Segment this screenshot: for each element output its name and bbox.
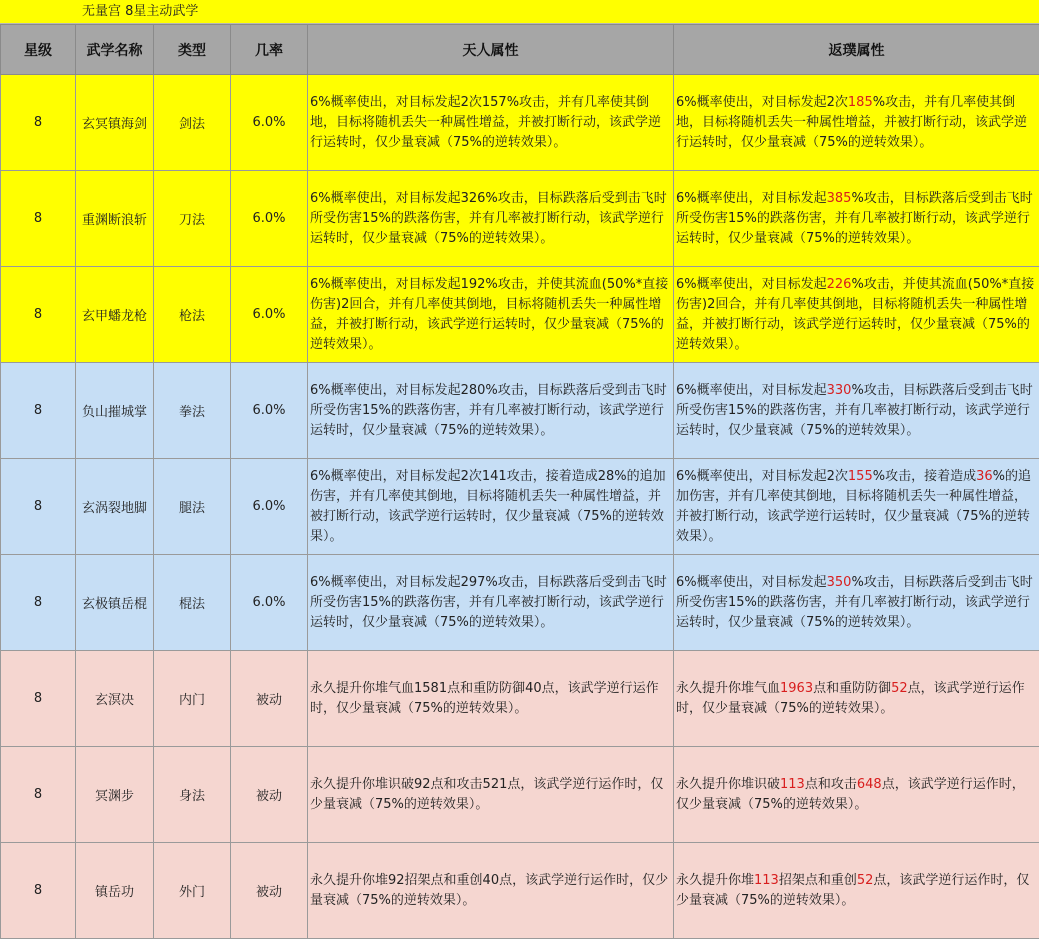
header-rate[interactable]: 几率 (231, 25, 308, 75)
cell-type[interactable]: 枪法 (154, 267, 231, 363)
cell-name[interactable]: 负山摧城掌 (76, 363, 154, 459)
cell-rate[interactable]: 被动 (231, 747, 308, 843)
cell-rate[interactable]: 被动 (231, 843, 308, 939)
text-segment: 点和重防防御 (813, 680, 892, 696)
highlight-value: 155 (847, 468, 873, 484)
table-row (1, 459, 1039, 555)
text-segment: 6%概率使出，对目标发起 (676, 190, 827, 206)
cell-name[interactable]: 玄甲蟠龙枪 (76, 267, 154, 363)
cell-tianren[interactable]: 永久提升你堆气血1581点和重防防御40点，该武学逆行运作时，仅少量衰减（75%的逆转效果）。 (308, 651, 674, 747)
text-segment: %攻击，目标跌落后受到击飞时所受伤害15%的跌落伤害，并有几率被打断行动，该武学逆行运转时，仅少量衰减（75%的逆转效果）。 (676, 190, 1033, 246)
cell-rate[interactable]: 6.0% (231, 459, 308, 555)
table-row (1, 747, 1039, 843)
table-row (1, 75, 1039, 171)
header-fanpu[interactable]: 返璞属性 (674, 25, 1039, 75)
table-row (1, 171, 1039, 267)
highlight-value: 226 (826, 276, 852, 292)
cell-name[interactable]: 镇岳功 (76, 843, 154, 939)
text-segment: 永久提升你堆 (676, 872, 755, 888)
table-row (1, 843, 1039, 939)
cell-type[interactable]: 刀法 (154, 171, 231, 267)
cell-fanpu[interactable] (674, 363, 1039, 459)
cell-type[interactable]: 腿法 (154, 459, 231, 555)
sheet-caption-row (0, 0, 1039, 24)
cell-fanpu[interactable] (674, 555, 1039, 651)
cell-type[interactable]: 内门 (154, 651, 231, 747)
highlight-value: 185 (847, 94, 873, 110)
cell-tianren[interactable]: 6%概率使出，对目标发起2次141攻击，接着造成28%的追加伤害，并有几率使其倒地，目标将随机丢失一种属性增益，并被打断行动，该武学逆行运转时，仅少量衰减（75%的逆转效果）。 (308, 459, 674, 555)
cell-type[interactable]: 拳法 (154, 363, 231, 459)
highlight-value: 113 (754, 872, 779, 888)
cell-star[interactable]: 8 (1, 555, 76, 651)
cell-star[interactable]: 8 (1, 843, 76, 939)
highlight-value: 350 (826, 574, 852, 590)
header-type[interactable]: 类型 (154, 25, 231, 75)
header-name[interactable]: 武学名称 (76, 25, 154, 75)
cell-name[interactable]: 玄冥镇海剑 (76, 75, 154, 171)
text-segment: %的追加伤害，并有几率使其倒地，目标将随机丢失一种属性增益，并被打断行动，该武学逆行运转时，仅少量衰减（75%的逆转效果）。 (676, 468, 1031, 544)
text-segment: 招架点和重创 (778, 872, 857, 888)
cell-name[interactable]: 重渊断浪斩 (76, 171, 154, 267)
cell-star[interactable]: 8 (1, 75, 76, 171)
cell-tianren[interactable]: 6%概率使出，对目标发起2次157%攻击，并有几率使其倒地，目标将随机丢失一种属性增益，并被打断行动，该武学逆行运转时，仅少量衰减（75%的逆转效果）。 (308, 75, 674, 171)
text-segment: 永久提升你堆气血 (676, 680, 781, 696)
highlight-value: 648 (856, 776, 882, 792)
cell-star[interactable]: 8 (1, 363, 76, 459)
header-tianren[interactable]: 天人属性 (308, 25, 674, 75)
cell-rate[interactable]: 6.0% (231, 363, 308, 459)
cell-fanpu[interactable] (674, 651, 1039, 747)
highlight-value: 1963 (780, 680, 814, 696)
martial-arts-table (0, 24, 1039, 939)
cell-type[interactable]: 身法 (154, 747, 231, 843)
cell-tianren[interactable]: 永久提升你堆92招架点和重创40点，该武学逆行运作时，仅少量衰减（75%的逆转效果）。 (308, 843, 674, 939)
cell-type[interactable]: 外门 (154, 843, 231, 939)
text-segment: %攻击，并有几率使其倒地，目标将随机丢失一种属性增益，并被打断行动，该武学逆行运转时，仅少量衰减（75%的逆转效果）。 (676, 94, 1028, 150)
text-segment: 点，该武学逆行运作时，仅少量衰减（75%的逆转效果）。 (676, 872, 1030, 908)
cell-star[interactable]: 8 (1, 171, 76, 267)
cell-type[interactable]: 棍法 (154, 555, 231, 651)
table-body (1, 75, 1039, 939)
text-segment: 永久提升你堆识破 (676, 776, 781, 792)
cell-star[interactable]: 8 (1, 459, 76, 555)
text-segment: 6%概率使出，对目标发起2次 (676, 94, 848, 110)
highlight-value: 52 (856, 872, 874, 888)
cell-rate[interactable]: 6.0% (231, 171, 308, 267)
cell-star[interactable]: 8 (1, 267, 76, 363)
cell-fanpu[interactable] (674, 747, 1039, 843)
cell-star[interactable]: 8 (1, 651, 76, 747)
cell-name[interactable]: 玄极镇岳棍 (76, 555, 154, 651)
cell-fanpu[interactable] (674, 459, 1039, 555)
cell-star[interactable]: 8 (1, 747, 76, 843)
text-segment: %攻击，目标跌落后受到击飞时所受伤害15%的跌落伤害，并有几率被打断行动，该武学逆行运转时，仅少量衰减（75%的逆转效果）。 (676, 574, 1033, 630)
cell-name[interactable]: 冥渊步 (76, 747, 154, 843)
cell-fanpu[interactable] (674, 843, 1039, 939)
cell-rate[interactable]: 6.0% (231, 75, 308, 171)
cell-tianren[interactable]: 6%概率使出，对目标发起280%攻击，目标跌落后受到击飞时所受伤害15%的跌落伤害，并有几率被打断行动，该武学逆行运转时，仅少量衰减（75%的逆转效果）。 (308, 363, 674, 459)
cell-fanpu[interactable] (674, 267, 1039, 363)
table-row (1, 651, 1039, 747)
table-row (1, 555, 1039, 651)
cell-tianren[interactable]: 6%概率使出，对目标发起326%攻击，目标跌落后受到击飞时所受伤害15%的跌落伤害，并有几率被打断行动，该武学逆行运转时，仅少量衰减（75%的逆转效果）。 (308, 171, 674, 267)
cell-rate[interactable]: 6.0% (231, 267, 308, 363)
highlight-value: 113 (780, 776, 805, 792)
cell-tianren[interactable]: 6%概率使出，对目标发起192%攻击，并使其流血(50%*直接伤害)2回合，并有几率使其倒地，目标将随机丢失一种属性增益，并被打断行动，该武学逆行运转时，仅少量衰减（75%的逆转效果）。 (308, 267, 674, 363)
highlight-value: 330 (826, 382, 852, 398)
text-segment: 6%概率使出，对目标发起2次 (676, 468, 848, 484)
text-segment: %攻击，并使其流血(50%*直接伤害)2回合，并有几率使其倒地，目标将随机丢失一种属性增益，并被打断行动，该武学逆行运转时，仅少量衰减（75%的逆转效果）。 (676, 276, 1035, 352)
cell-type[interactable]: 剑法 (154, 75, 231, 171)
text-segment: %攻击，接着造成 (872, 468, 977, 484)
cell-name[interactable]: 玄涡裂地脚 (76, 459, 154, 555)
text-segment: 6%概率使出，对目标发起 (676, 574, 827, 590)
cell-tianren[interactable]: 永久提升你堆识破92点和攻击521点，该武学逆行运作时，仅少量衰减（75%的逆转效果）。 (308, 747, 674, 843)
sheet-caption: 无量宫 8星主动武学 (82, 4, 199, 19)
cell-name[interactable]: 玄溟决 (76, 651, 154, 747)
text-segment: 6%概率使出，对目标发起 (676, 276, 827, 292)
cell-rate[interactable]: 6.0% (231, 555, 308, 651)
text-segment: %攻击，目标跌落后受到击飞时所受伤害15%的跌落伤害，并有几率被打断行动，该武学逆行运转时，仅少量衰减（75%的逆转效果）。 (676, 382, 1033, 438)
cell-rate[interactable]: 被动 (231, 651, 308, 747)
header-star[interactable]: 星级 (1, 25, 76, 75)
header-row (1, 25, 1039, 75)
cell-fanpu[interactable] (674, 75, 1039, 171)
highlight-value: 52 (891, 680, 908, 696)
highlight-value: 36 (976, 468, 993, 484)
highlight-value: 385 (826, 190, 852, 206)
table-row (1, 267, 1039, 363)
text-segment: 点和攻击 (804, 776, 857, 792)
text-segment: 点，该武学逆行运作时，仅少量衰减（75%的逆转效果）。 (676, 680, 1025, 716)
text-segment: 6%概率使出，对目标发起 (676, 382, 827, 398)
table-row (1, 363, 1039, 459)
cell-fanpu[interactable] (674, 171, 1039, 267)
text-segment: 点，该武学逆行运作时，仅少量衰减（75%的逆转效果）。 (676, 776, 1025, 812)
cell-tianren[interactable]: 6%概率使出，对目标发起297%攻击，目标跌落后受到击飞时所受伤害15%的跌落伤害，并有几率被打断行动，该武学逆行运转时，仅少量衰减（75%的逆转效果）。 (308, 555, 674, 651)
